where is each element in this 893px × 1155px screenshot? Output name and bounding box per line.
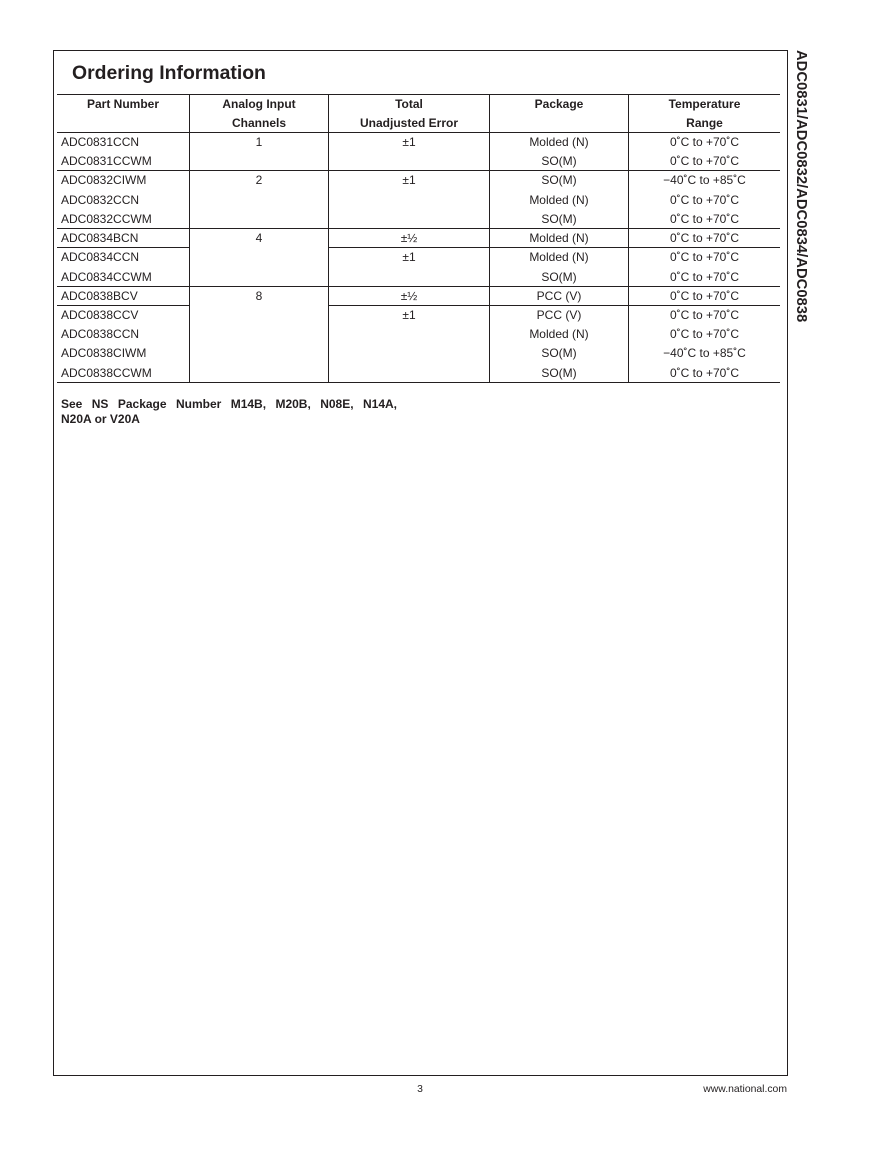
temperature-range-cell: 0˚C to +70˚C — [628, 152, 780, 171]
package-note — [61, 397, 397, 427]
temperature-range-cell: 0˚C to +70˚C — [628, 133, 780, 152]
ordering-table — [57, 94, 780, 383]
part-number-cell: ADC0832CCWM — [57, 210, 189, 229]
package-note-line: N20A or V20A — [61, 412, 140, 426]
temperature-range-cell: −40˚C to +85˚C — [628, 344, 780, 363]
temperature-range-cell: 0˚C to +70˚C — [628, 287, 780, 306]
package-cell: Molded (N) — [489, 191, 628, 210]
column-header-temperature-range — [628, 95, 780, 133]
column-header-line: Analog Input — [222, 97, 296, 111]
part-number-cell: ADC0831CCWM — [57, 152, 189, 171]
section-title: Ordering Information — [72, 62, 266, 84]
temperature-range-cell: 0˚C to +70˚C — [628, 210, 780, 229]
column-header-line: Package — [534, 97, 584, 111]
column-header-analog-input-channels — [189, 95, 328, 133]
part-number-cell: ADC0838CCN — [61, 327, 140, 342]
part-number-cell: ADC0834CCWM — [57, 268, 189, 287]
analog-channels-cell: 1 — [189, 133, 328, 171]
part-number-cell: ADC0832CCN — [61, 192, 140, 207]
side-title: ADC0831/ADC0832/ADC0834/ADC0838 — [793, 50, 809, 323]
column-header-line: Temperature — [668, 97, 741, 111]
column-header-line: Unadjusted Error — [359, 116, 458, 130]
package-cell: SO(M) — [489, 171, 628, 190]
part-number-cell: ADC0838BCV — [57, 287, 189, 306]
unadjusted-error-cell: ±½ — [328, 229, 489, 248]
analog-channels-cell: 8 — [189, 287, 328, 383]
analog-channels-cell: 4 — [189, 229, 328, 287]
part-number-cell: ADC0838CIWM — [61, 346, 147, 361]
temperature-range-cell: 0˚C to +70˚C — [628, 229, 780, 248]
package-cell: Molded (N) — [489, 325, 628, 344]
unadjusted-error-cell: ±½ — [328, 287, 489, 306]
column-header-line: Total — [395, 97, 423, 111]
temperature-range-cell: 0˚C to +70˚C — [628, 191, 780, 210]
page-number: 3 — [417, 1084, 423, 1095]
package-cell: SO(M) — [489, 268, 628, 287]
unadjusted-error-cell: ±1 — [328, 171, 489, 229]
column-header-part-number — [57, 95, 189, 133]
temperature-range-cell: 0˚C to +70˚C — [628, 248, 780, 267]
analog-channels-cell: 2 — [189, 171, 328, 229]
package-cell: Molded (N) — [489, 229, 628, 248]
package-cell: SO(M) — [489, 364, 628, 383]
package-cell: PCC (V) — [489, 287, 628, 306]
part-number-cell: ADC0834CCN — [61, 250, 140, 265]
package-cell: SO(M) — [489, 152, 628, 171]
footer-website: www.national.com — [703, 1084, 787, 1095]
column-header-line: Channels — [231, 116, 286, 130]
temperature-range-cell: 0˚C to +70˚C — [628, 364, 780, 383]
temperature-range-cell: −40˚C to +85˚C — [628, 171, 780, 190]
column-header-line: Range — [686, 116, 723, 130]
package-cell: SO(M) — [489, 344, 628, 363]
package-note-line: See NS Package Number M14B, M20B, N08E, N14A, — [61, 397, 397, 411]
package-cell: SO(M) — [489, 210, 628, 229]
unadjusted-error-cell: ±1 — [328, 306, 489, 383]
part-number-cell: ADC0834BCN — [57, 229, 189, 248]
unadjusted-error-cell: ±1 — [328, 248, 489, 286]
package-cell: PCC (V) — [489, 306, 628, 325]
column-header-package — [489, 95, 628, 133]
temperature-range-cell: 0˚C to +70˚C — [628, 306, 780, 325]
unadjusted-error-cell: ±1 — [328, 133, 489, 171]
temperature-range-cell: 0˚C to +70˚C — [628, 325, 780, 344]
package-cell: Molded (N) — [489, 133, 628, 152]
column-header-total-unadjusted-error — [328, 95, 489, 133]
part-number-cell: ADC0831CCN — [61, 135, 140, 149]
part-number-cell: ADC0838CCWM — [57, 364, 189, 383]
column-header-line: Part Number — [86, 97, 160, 111]
part-number-cell: ADC0838CCV — [61, 307, 139, 322]
temperature-range-cell: 0˚C to +70˚C — [628, 268, 780, 287]
package-cell: Molded (N) — [489, 248, 628, 267]
part-number-cell: ADC0832CIWM — [61, 173, 147, 188]
